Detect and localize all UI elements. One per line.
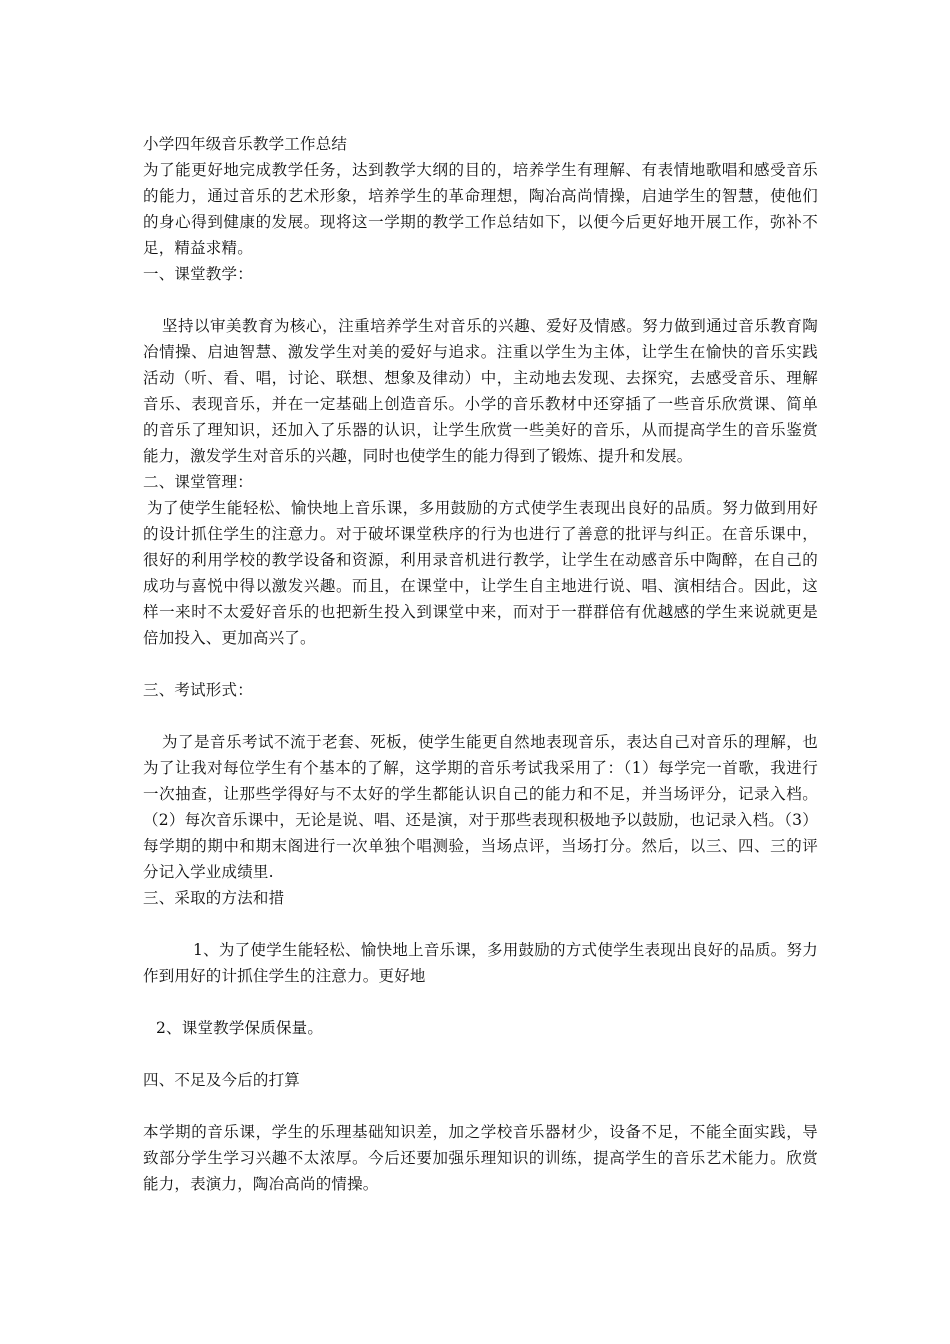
spacer xyxy=(143,1093,818,1119)
spacer xyxy=(143,1041,818,1067)
classroom-management-paragraph: 为了使学生能轻松、愉快地上音乐课，多用鼓励的方式使学生表现出良好的品质。努力做到用好的设计抓住学生的注意力。对于破坏课堂秩序的行为也进行了善意的批评与纠正。在音乐课中，很好的利用学校的教学设备和资源，利用录音机进行教学，让学生在动感音乐中陶醉，在自己的成功与喜悦中得以激发兴趣。而且，在课堂中，让学生自主地进行说、唱、演相结合。因此，这样一来时不太爱好音乐的也把新生投入到课堂中来，而对于一群群倍有优越感的学生来说就更是倍加投入、更加高兴了。 xyxy=(143,499,818,647)
spacer xyxy=(143,287,818,313)
classroom-teaching-paragraph: 坚持以审美教育为核心，注重培养学生对音乐的兴趣、爱好及情感。努力做到通过音乐教育陶冶情操、启迪智慧、激发学生对美的爱好与追求。注重以学生为主体，让学生在愉快的音乐实践活动（听、看、唱，讨论、联想、想象及律动）中，主动地去发现、去探究，去感受音乐、理解音乐、表现音乐，并在一定基础上创造音乐。小学的音乐教材中还穿插了一些音乐欣赏课、简单的音乐了理知识，还加入了乐器的认识，让学生欣赏一些美好的音乐，从而提高学生的音乐鉴赏能力，激发学生对音乐的兴趣，同时也使学生的能力得到了锻炼、提升和发展。 xyxy=(143,317,818,465)
document-title: 小学四年级音乐教学工作总结 xyxy=(143,135,348,153)
document-page xyxy=(143,131,818,1197)
section-heading-classroom-management: 二、课堂管理： xyxy=(143,473,253,491)
spacer xyxy=(143,911,818,937)
intro-paragraph: 为了能更好地完成教学任务，达到教学大纲的目的，培养学生有理解、有表情地歌唱和感受音乐的能力，通过音乐的艺术形象，培养学生的革命理想，陶冶高尚情操，启迪学生的智慧，使他们的身心得到健康的发展。现将这一学期的教学工作总结如下，以便今后更好地开展工作，弥补不足，精益求精。 xyxy=(143,161,818,257)
methods-item-1: 1、为了使学生能轻松、愉快地上音乐课，多用鼓励的方式使学生表现出良好的品质。努力作到用好的计抓住学生的注意力。更好地 xyxy=(143,941,818,985)
exam-format-paragraph: 为了是音乐考试不流于老套、死板，使学生能更自然地表现音乐，表达自己对音乐的理解，也为了让我对每位学生有个基本的了解，这学期的音乐考试我采用了：（1）每学完一首歌，我进行一次抽查，让那些学得好与不太好的学生都能认识自己的能力和不足，并当场评分，记录入档。（2）每次音乐课中，无论是说、唱、还是演，对于那些表现积极地予以鼓励，也记录入档。（3）每学期的期中和期末阁进行一次单独个唱测验，当场点评，当场打分。然后，以三、四、三的评分记入学业成绩里. xyxy=(143,733,818,881)
section-heading-exam-format: 三、考试形式： xyxy=(143,681,253,699)
section-heading-methods: 三、采取的方法和措 xyxy=(143,889,285,907)
spacer xyxy=(143,703,818,729)
section-heading-classroom-teaching: 一、课堂教学： xyxy=(143,265,253,283)
methods-item-2: 2、课堂教学保质保量。 xyxy=(156,1019,324,1037)
shortcomings-paragraph: 本学期的音乐课，学生的乐理基础知识差，加之学校音乐器材少，设备不足，不能全面实践，导致部分学生学习兴趣不太浓厚。今后还要加强乐理知识的训练，提高学生的音乐艺术能力。欣赏能力，表演力，陶冶高尚的情操。 xyxy=(143,1123,818,1193)
section-heading-shortcomings: 四、不足及今后的打算 xyxy=(143,1071,301,1089)
spacer xyxy=(143,989,818,1015)
spacer xyxy=(143,651,818,677)
